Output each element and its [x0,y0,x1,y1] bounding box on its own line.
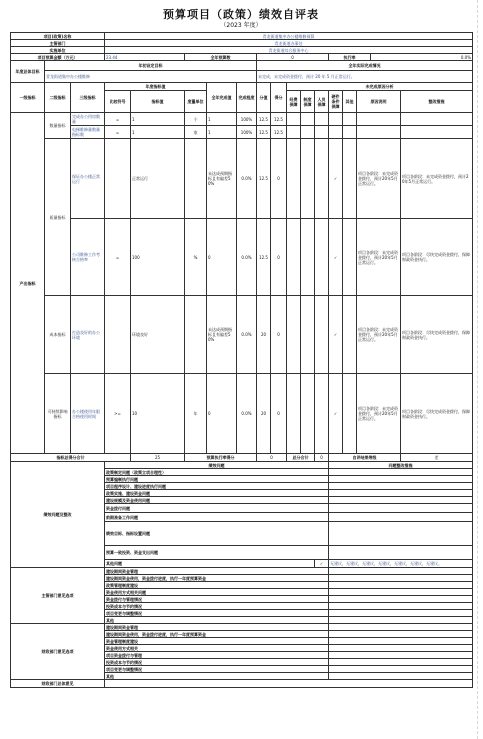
finance-item: 资金管理制度建设 [105,638,329,645]
grid-line [477,0,478,739]
cell-compare: = [105,126,131,139]
issue-item: 绩效目标、指标设置问题 [105,522,329,546]
project-name-value: 青龙街道集中办公楼维修预算 [105,33,473,40]
cell-plan: 项目各阶段：尽快完成资金拨付，保障财政资金执行。 [401,296,473,374]
cell-measure: 项目各阶段：未完成资金拨付，预计20年5月正常运行。 [357,139,401,219]
issue-item: 前期准备工作问题 [105,513,329,522]
finance-overall-label: 财政部门总体意见 [11,680,105,688]
cell-weight: 12.5 [257,113,271,126]
finance-item: 资金使用方式相关 [105,645,329,652]
finance-item: 建设期间资金管理 [105,624,329,631]
issue-item: 政策制定问题（政策立项合理性） [105,469,329,476]
cell-unit [185,296,207,374]
finance-item: 建设期间资金使用，资金拨付进度，执行一年度预算资金 [105,631,329,638]
head-r3: 人员保障 [315,91,329,113]
finance-section-label: 财政部门意见选项 [11,624,105,680]
cell-measure: 项目各阶段：未完成资金拨付，预计20年5月正常运行。 [357,219,401,296]
table-row [11,126,473,139]
goals-actual-label: 全年实际完成情况 [257,61,473,71]
check-mark: ✓ [329,374,343,454]
head-full: 全年完成值 [207,83,237,113]
goals-set-label: 年初设定目标 [45,61,257,71]
head-unit: 度量单位 [185,91,207,113]
cell-weight: 12.5 [257,219,271,296]
cell-full: 1 [207,126,237,139]
dept-item: 政策管理制度建设 [105,582,329,589]
cell-weight: 20 [257,374,271,454]
cell-full: 0 [207,374,237,454]
cell-unit [185,139,207,219]
issue-item: 预算编制执行问题 [105,476,329,483]
finance-item: 其他 [105,673,329,680]
table-row [11,139,473,219]
cell-compare [105,139,131,219]
evaluation-sheet [10,8,472,688]
plan-label: 全年预算数 [185,54,257,61]
cell-weight: 12.5 [257,139,271,219]
cell-score: 0 [271,139,287,219]
page-year: （2023 年度） [220,22,262,29]
cell-plan: 项目各阶段：未完成资金拨付，预计20年5月正常运行。 [401,139,473,219]
head-rate: 完成程度 [237,83,257,113]
check-mark: ✓ [315,560,329,568]
issue-item: 其他问题 [105,560,315,568]
check-mark: ✓ [329,219,343,296]
goals-set-text: 青龙街道集中办公楼维修 [45,71,257,83]
indicator-l2-qual: 质量指标 [45,139,71,296]
indicator-l3: 公司维修工作考核合格率 [71,219,105,296]
head-l3: 三级指标 [71,83,105,113]
issue-item: 项目程序设计、建设进度执行问题 [105,483,329,490]
eval-value: 差 [401,454,473,462]
cell-unit: 年 [185,374,207,454]
indicator-l2-sustain: 可持续影响指标 [45,374,71,454]
issue-note: 无建议，无建议，无建议，无建议，无建议，无建议，无建议。 [329,560,473,568]
issues-section-label: 绩效问题及整改 [11,462,105,568]
cell-full: 0 [207,219,237,296]
budget-value: 23.44 [105,54,185,61]
dept-item: 资金拨付与管理情况 [105,596,329,603]
cell-value: 100 [131,219,185,296]
head-weight: 分值 [257,83,271,113]
cell-compare: = [105,113,131,126]
finance-item: 项目资金拨付与管理 [105,652,329,659]
dept-value: 青龙街道办事处 [105,40,473,47]
unit-label: 实施单位 [11,47,105,54]
dept-item: 其他 [105,617,329,624]
table-row [11,374,473,454]
head-compare: 比较符号 [105,91,131,113]
cell-value: 正常运行 [131,139,185,219]
budget-label: 项目预算金额（万元） [11,54,105,61]
cell-weight: 20 [257,296,271,374]
head-score: 得分 [271,83,287,113]
indicator-l3: 办公楼使用年限合格使用时间 [71,374,105,454]
cell-measure: 项目各阶段：未完成资金拨付，预计20年5月正常运行。 [357,374,401,454]
issues-col-issue: 绩效问题 [105,462,329,469]
budget-exec-score: 0 [257,454,287,462]
info-table [10,32,473,688]
cell-score: 12.5 [271,126,287,139]
cell-value: 1 [131,113,185,126]
total-label: 总分合计 [287,454,315,462]
eval-label: 自评结果等级 [329,454,401,462]
cell-measure: 项目各阶段：未完成资金拨付，预计20年5月正常运行。 [357,296,401,374]
total-score: 0 [315,454,329,462]
table-row [11,296,473,374]
head-l1: 一级指标 [11,83,45,113]
head-plan: 整改措施 [401,91,473,113]
head-r1: 经费保障 [287,91,301,113]
goals-label: 年度总体目标 [11,61,45,83]
indicator-l3: 打造良好的办公环境 [71,296,105,374]
cell-full: 未达成预期指标且有偏差50% [207,296,237,374]
budget-exec-label: 预算执行率得分 [185,454,257,462]
cell-rate: 0.0% [237,296,257,374]
dept-item: 建设期间资金管理 [105,568,329,575]
cell-full: 1 [207,113,237,126]
issue-item: 建设规模及资金使用问题 [105,497,329,504]
cell-weight: 12.5 [257,126,271,139]
cell-value: 环境良好 [131,296,185,374]
cell-rate: 0.0% [237,139,257,219]
cell-rate: 0.0% [237,219,257,296]
cell-unit: 家 [185,126,207,139]
indicator-l3: 保证办公楼正常运行 [71,139,105,219]
indicator-l1-output: 产出指标 [11,113,45,454]
table-row [11,113,473,126]
head-value: 指标值 [131,91,185,113]
cell-value: 10 [131,374,185,454]
head-annual: 年度指标值 [105,83,207,91]
cell-compare: >= [105,374,131,454]
dept-item: 投资成本与节约情况 [105,603,329,610]
check-mark: ✓ [329,139,343,219]
finance-item: 投资成本与节约情况 [105,659,329,666]
issue-item: 资金拨付问题 [105,504,329,513]
exec-label: 执行率 [329,54,371,61]
unit-value: 青龙街道综合服务中心 [105,47,473,54]
cell-compare [105,296,131,374]
cell-full: 未达成预期指标且有偏差50% [207,139,237,219]
cell-plan: 项目各阶段：尽快完成资金拨付，保障财政资金执行。 [401,219,473,296]
head-r5: 其他 [343,91,357,113]
dept-label: 主管部门 [11,40,105,47]
cell-value: 1 [131,126,185,139]
check-mark: ✓ [329,296,343,374]
cell-unit: % [185,219,207,296]
cell-score: 12.5 [271,113,287,126]
head-measure: 原因说明 [357,91,401,113]
totals-label: 指标总得分合计 [11,454,131,462]
totals-score: 25 [131,454,185,462]
issue-item: 预算一致投资、资金支出问题 [105,546,329,560]
exec-value: 0.0% [371,54,473,61]
page-title: 预算项目（政策）绩效自评表 [163,8,319,21]
finance-item: 项目变更与调整情况 [105,666,329,673]
indicator-l2-qty: 数量指标 [45,113,71,139]
cell-unit: 个 [185,113,207,126]
cell-compare: = [105,219,131,296]
indicator-l2-cost: 成本指标 [45,296,71,374]
indicator-l3: 电梯维修量数量指标数 [71,126,105,139]
table-row [11,219,473,296]
head-r2: 制度保障 [301,91,315,113]
indicator-l3: 完成办公用房数量 [71,113,105,126]
cell-score: 0 [271,296,287,374]
cell-rate: 0.0% [237,374,257,454]
head-r4: 硬件条件保障 [329,91,343,113]
cell-rate: 100% [237,113,257,126]
head-l2: 二级指标 [45,83,71,113]
head-reason: 未完成原因分析 [287,83,473,91]
issue-item: 政策实施、建设资金问题 [105,490,329,497]
plan-value: 0 [257,54,329,61]
cell-score: 0 [271,374,287,454]
dept-item: 资金使用方式相关问题 [105,589,329,596]
goals-actual-text: 未完成，未完成资金拨付，预计 20 年 5 月正常运行。 [257,71,473,83]
dept-item: 建设期间资金使用，资金拨付进度，执行一年度预算资金 [105,575,329,582]
totals-row [11,454,473,462]
project-name-label: 项目(政策)名称 [11,33,105,40]
dept-section-label: 主管部门意见选项 [11,568,105,624]
cell-score: 0 [271,219,287,296]
issues-col-result: 问题整改措施 [329,462,473,469]
cell-plan: 项目各阶段：尽快完成资金拨付，保障财政资金执行。 [401,374,473,454]
dept-item: 项目变更与调整情况 [105,610,329,617]
cell-rate: 100% [237,126,257,139]
